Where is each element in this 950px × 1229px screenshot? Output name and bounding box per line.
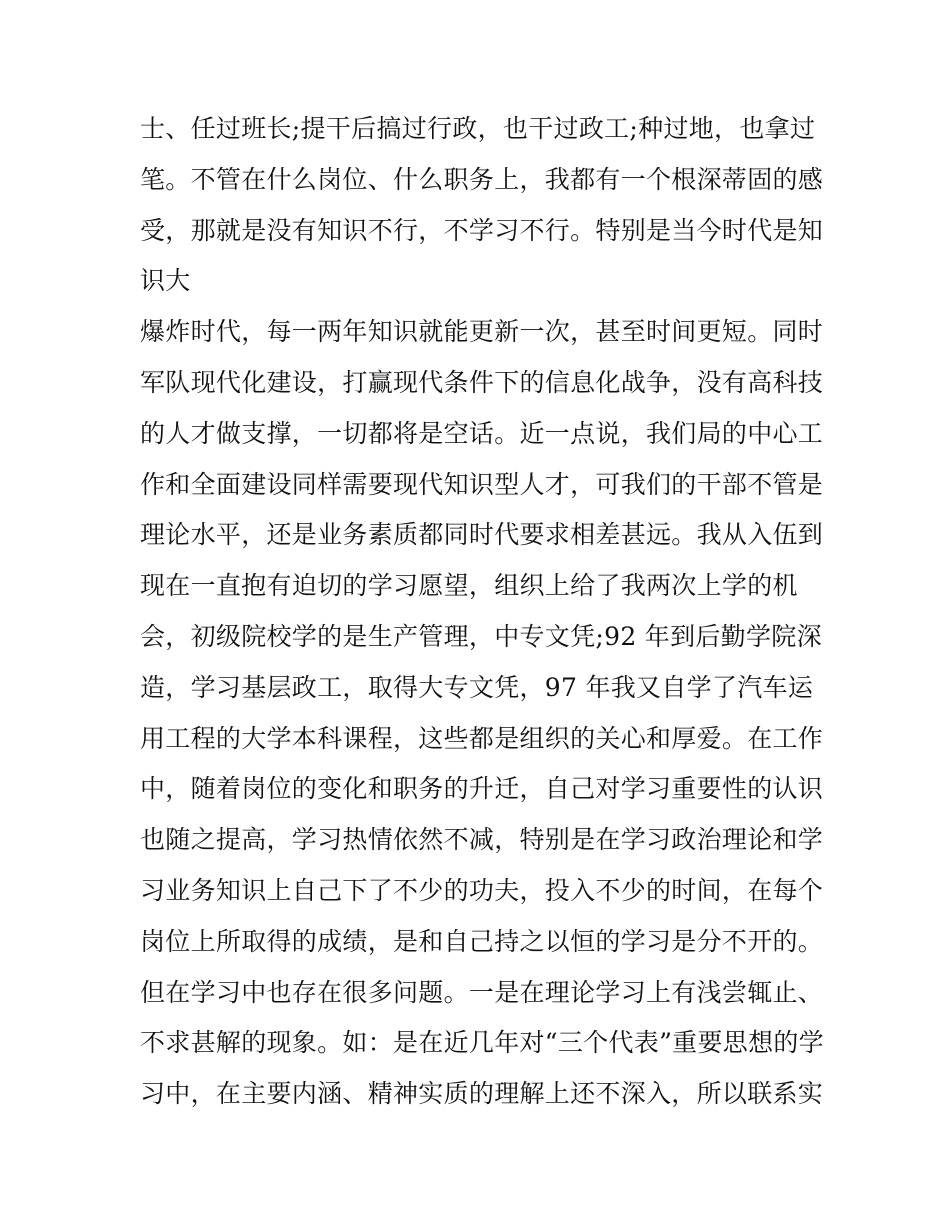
text-line: 也随之提高，学习热情依然不减，特别是在学习政治理论和学	[140, 825, 824, 855]
text-line: 习中，在主要内涵、精神实质的理解上还不深入，所以联系实	[140, 1079, 824, 1109]
text-line: 军队现代化建设，打赢现代条件下的信息化战争，没有高科技	[140, 367, 824, 397]
body-text	[140, 104, 830, 1120]
text-line: 但在学习中也存在很多问题。一是在理论学习上有浅尝辄止、	[140, 977, 824, 1007]
text-line: 爆炸时代，每一两年知识就能更新一次，甚至时间更短。同时	[140, 317, 824, 347]
text-line: 岗位上所取得的成绩，是和自己持之以恒的学习是分不开的。	[140, 926, 824, 956]
text-line: 现在一直抱有迫切的学习愿望，组织上给了我两次上学的机	[140, 571, 798, 601]
text-line: 作和全面建设同样需要现代知识型人才，可我们的干部不管是	[140, 469, 824, 499]
text-line: 中，随着岗位的变化和职务的升迁，自己对学习重要性的认识	[140, 774, 824, 804]
text-line: 的人才做支撑，一切都将是空话。近一点说，我们局的中心工	[140, 418, 824, 448]
text-line: 笔。不管在什么岗位、什么职务上，我都有一个根深蒂固的感	[140, 164, 824, 194]
text-line: 用工程的大学本科课程，这些都是组织的关心和厚爱。在工作	[140, 723, 824, 753]
text-line: 识大	[140, 266, 191, 296]
text-line: 士、任过班长;提干后搞过行政，也干过政工;种过地，也拿过	[140, 114, 816, 143]
text-line: 理论水平，还是业务素质都同时代要求相差甚远。我从入伍到	[140, 520, 824, 550]
text-line: 不求甚解的现象。如：是在近几年对“三个代表”重要思想的学	[140, 1028, 824, 1058]
text-line: 受，那就是没有知识不行，不学习不行。特别是当今时代是知	[140, 215, 824, 245]
text-line: 造，学习基层政工，取得大专文凭，97 年我又自学了汽车运	[140, 672, 814, 702]
text-line: 习业务知识上自己下了不少的功夫，投入不少的时间，在每个	[140, 875, 824, 905]
text-line: 会，初级院校学的是生产管理，中专文凭;92 年到后勤学院深	[140, 621, 822, 651]
